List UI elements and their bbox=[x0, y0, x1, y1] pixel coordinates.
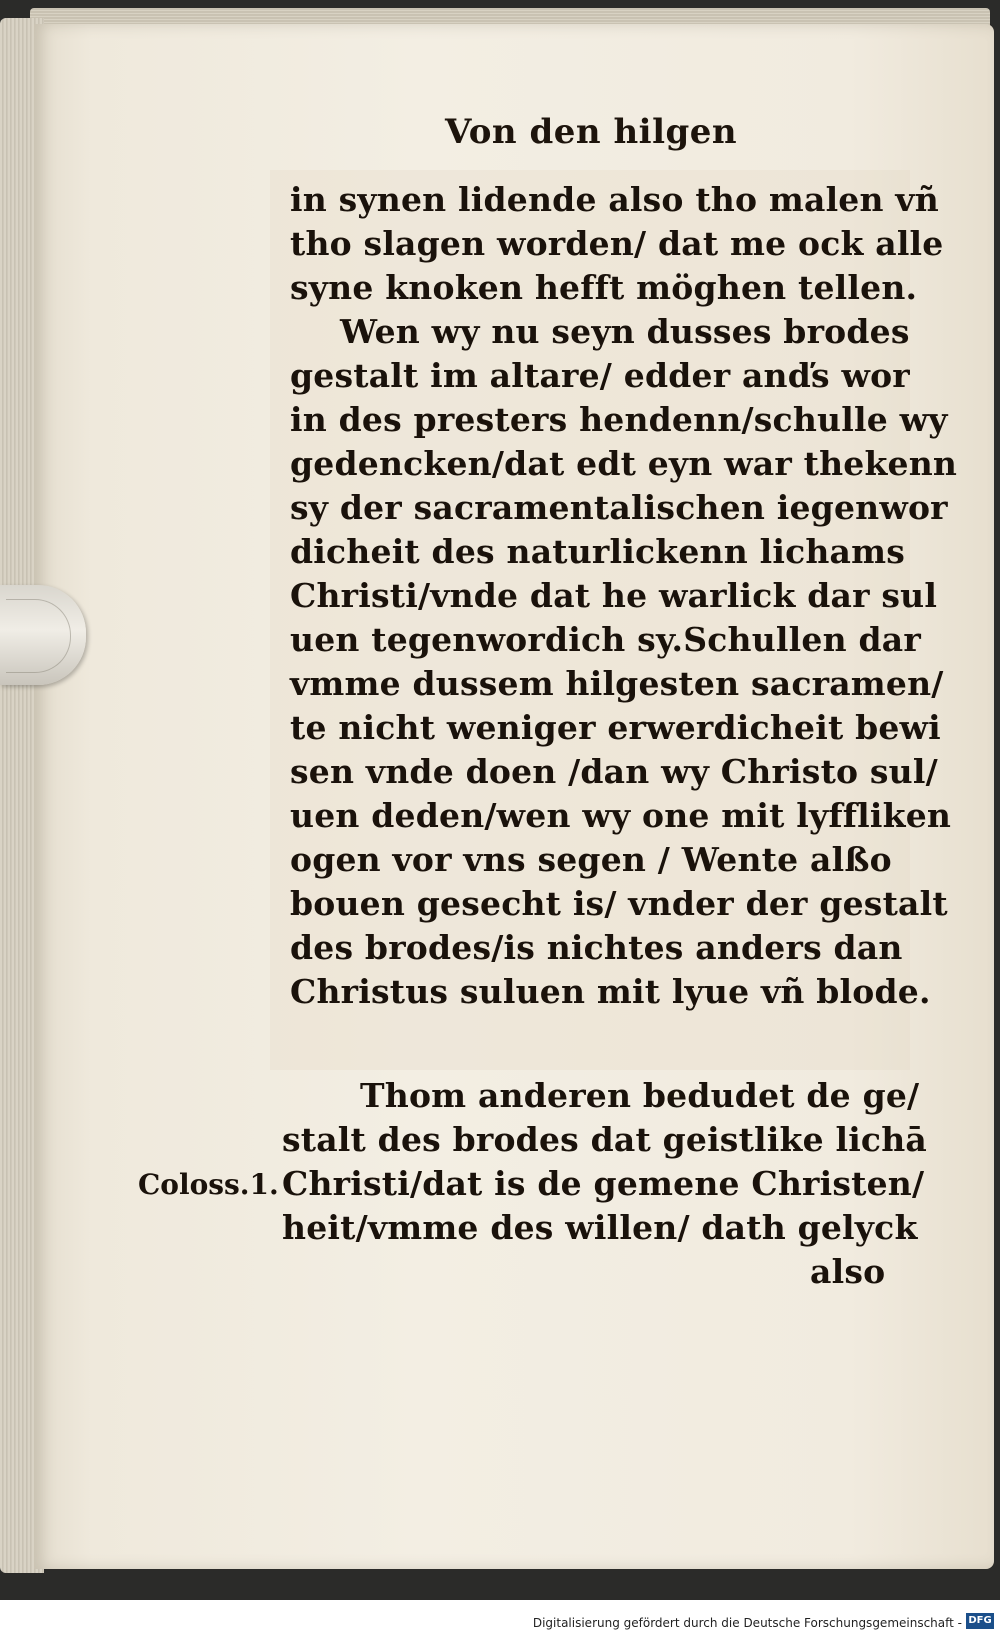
text-line: heit/vmme des willen/ dath gelyck bbox=[282, 1208, 918, 1247]
text-line: gedencken/dat edt eyn war thekenn bbox=[290, 444, 958, 483]
text-line: syne knoken hefft möghen tellen. bbox=[290, 268, 918, 307]
text-line: Christi/vnde dat he warlick dar sul bbox=[290, 576, 938, 615]
catchword: also bbox=[810, 1252, 886, 1291]
text-line: Christi/dat is de gemene Christen/ bbox=[282, 1164, 925, 1203]
text-line: sen vnde doen /dan wy Christo sul/ bbox=[290, 752, 938, 791]
running-heading: Von den hilgen bbox=[445, 112, 738, 152]
text-line: tho slagen worden/ dat me ock alle bbox=[290, 224, 944, 263]
text-line: stalt des brodes dat geistlike lichā bbox=[282, 1120, 927, 1159]
text-line: Christus suluen mit lyue vñ blode. bbox=[290, 972, 931, 1011]
text-line: ogen vor vns segen / Wente alßo bbox=[290, 840, 892, 879]
text-line: vmme dussem hilgesten sacramen/ bbox=[290, 664, 944, 703]
text-line: dicheit des naturlickenn lichams bbox=[290, 532, 906, 571]
text-line: Wen wy nu seyn dusses brodes bbox=[340, 312, 910, 351]
text-line: in synen lidende also tho malen vñ bbox=[290, 180, 939, 219]
text-line: uen deden/wen wy one mit lyffliken bbox=[290, 796, 952, 835]
text-line: Thom anderen bedudet de ge/ bbox=[360, 1076, 920, 1115]
margin-note: Coloss.1. bbox=[138, 1168, 279, 1201]
text-line: sy der sacramentalischen iegenwor bbox=[290, 488, 948, 527]
text-line: in des presters hendenn/schulle wy bbox=[290, 400, 948, 439]
footer-credit: Digitalisierung gefördert durch die Deutsche Forschungsgemeinschaft - bbox=[532, 1616, 962, 1630]
text-line: gestalt im altare/ edder anďs wor bbox=[290, 356, 910, 395]
dfg-logo: DFG bbox=[966, 1613, 994, 1629]
text-line: des brodes/is nichtes anders dan bbox=[290, 928, 903, 967]
text-line: bouen gesecht is/ vnder der gestalt bbox=[290, 884, 948, 923]
clip-inner bbox=[6, 599, 71, 673]
text-line: te nicht weniger erwerdicheit bewi bbox=[290, 708, 941, 747]
text-line: uen tegenwordich sy.Schullen dar bbox=[290, 620, 921, 659]
